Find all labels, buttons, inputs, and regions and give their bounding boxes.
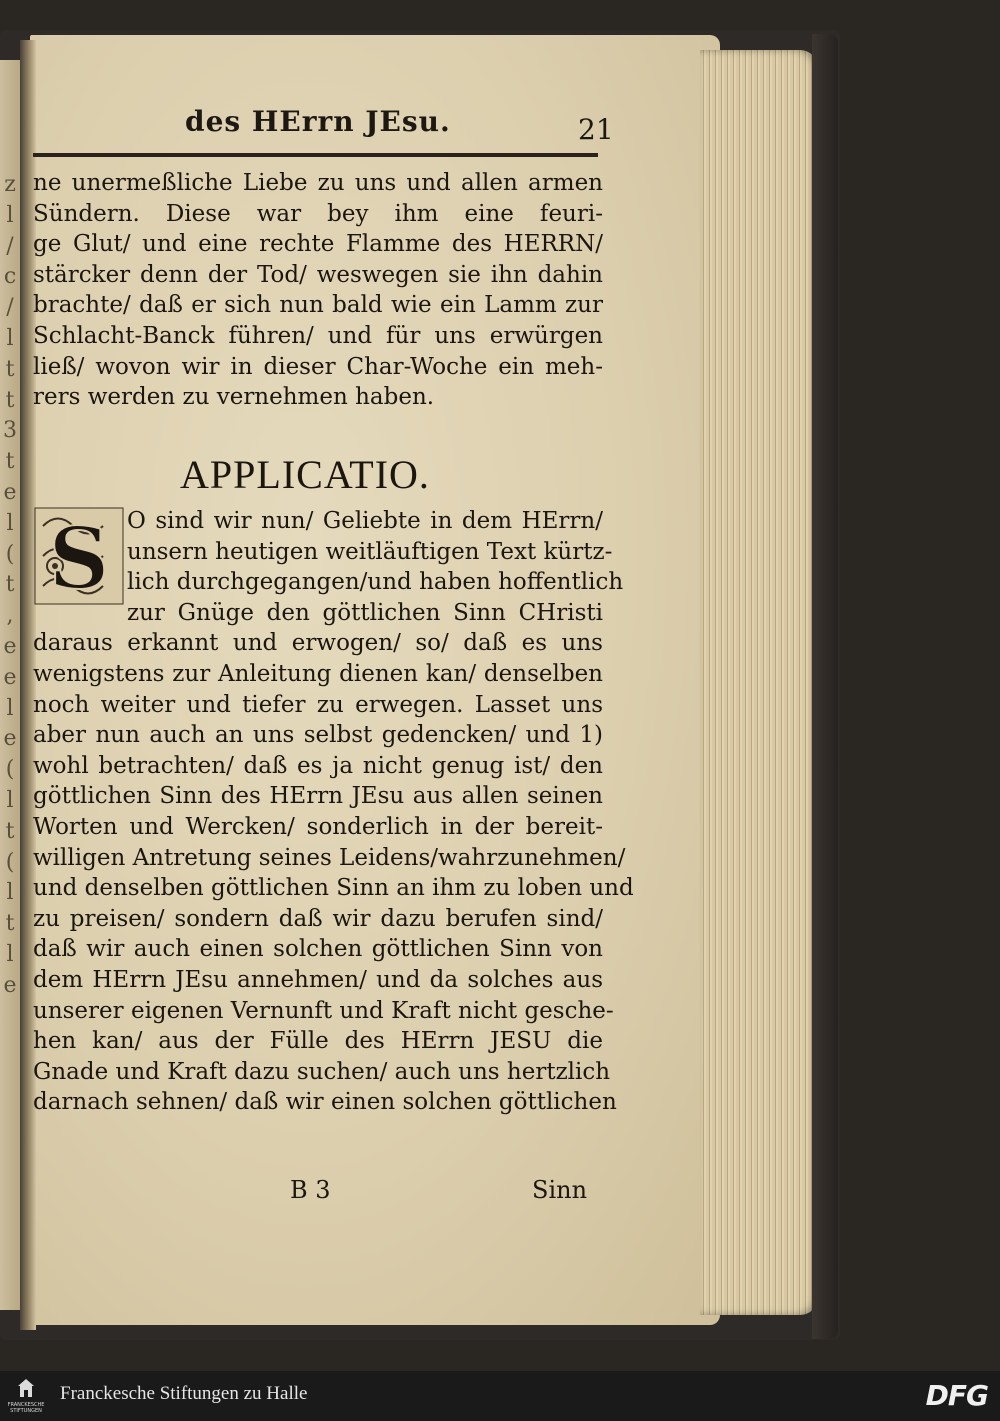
- margin-fragment: l: [6, 941, 14, 967]
- catchword: Sinn: [532, 1176, 588, 1204]
- text-line: brachte/ daß er sich nun bald wie ein Lamm zur: [33, 292, 603, 319]
- text-line: O sind wir nun/ Geliebte in dem HErrn/: [127, 508, 603, 534]
- decorated-initial: [33, 506, 125, 606]
- text-line: daß wir auch einen solchen göttlichen Sinn von: [33, 936, 603, 963]
- text-line: und denselben göttlichen Sinn an ihm zu loben und: [33, 875, 634, 902]
- institution-name[interactable]: Franckesche Stiftungen zu Halle: [60, 1383, 308, 1404]
- text-line: daraus erkannt und erwogen/ so/ daß es uns: [33, 630, 603, 657]
- text-line: dem HErrn JEsu annehmen/ und da solches aus: [33, 967, 603, 993]
- margin-fragment: e: [3, 726, 17, 752]
- margin-fragment: t: [5, 387, 15, 413]
- header-rule: [33, 153, 598, 157]
- margin-fragment: e: [3, 479, 17, 505]
- cover-edge: [812, 34, 838, 1339]
- margin-fragment: (: [5, 849, 15, 875]
- margin-fragment: c: [3, 264, 17, 290]
- text-line: zu preisen/ sondern daß wir dazu berufen sind/: [33, 905, 603, 932]
- logo-text: FRANCKESCHE STIFTUNGEN: [7, 1402, 45, 1414]
- text-line: rers werden zu vernehmen haben.: [33, 384, 435, 411]
- initial-letter: S: [48, 509, 110, 606]
- margin-fragment: l: [6, 787, 14, 813]
- text-line: göttlichen Sinn des HErrn JEsu aus allen seinen: [33, 783, 603, 810]
- margin-fragment: t: [5, 356, 15, 382]
- text-line: hen kan/ aus der Fülle des HErrn JESU die: [33, 1028, 603, 1055]
- margin-fragment: t: [5, 911, 15, 937]
- ornament-initial-icon: [33, 506, 125, 606]
- text-line: zur Gnüge den göttlichen Sinn CHristi: [127, 599, 603, 626]
- text-line: wenigstens zur Anleitung dienen kan/ denselben: [33, 661, 603, 687]
- margin-fragment: (: [5, 757, 15, 783]
- text-line: unserer eigenen Vernunft und Kraft nicht gesche-: [33, 997, 614, 1024]
- margin-fragment: t: [5, 572, 15, 598]
- institution-logo[interactable]: [6, 1376, 46, 1416]
- text-line: wohl betrachten/ daß es ja nicht genug ist/ den: [33, 752, 603, 779]
- margin-fragment: t: [5, 818, 15, 844]
- running-head: des HErrn JEsu.: [185, 105, 451, 138]
- margin-fragment: z: [4, 172, 16, 197]
- text-line: noch weiter und tiefer zu erwegen. Lasset uns: [33, 691, 603, 718]
- text-line: aber nun auch an uns selbst gedencken/ und 1): [33, 722, 603, 749]
- margin-fragment: t: [5, 449, 15, 475]
- text-line: lich durchgegangen/und haben hoffentlich: [127, 569, 624, 596]
- margin-fragment: 3: [3, 418, 17, 444]
- text-line: Sündern. Diese war bey ihm eine feuri-: [33, 200, 603, 227]
- margin-fragment: e: [3, 664, 17, 690]
- text-line: unsern heutigen weitläuftigen Text kürtz-: [127, 538, 613, 565]
- margin-fragment: e: [3, 972, 17, 998]
- page-number: 21: [578, 113, 614, 146]
- text-line: Schlacht-Banck führen/ und für uns erwürgen: [33, 323, 603, 349]
- margin-fragment: l: [6, 325, 14, 351]
- margin-fragment: /: [6, 295, 14, 321]
- margin-fragment: l: [6, 880, 14, 906]
- dfg-logo[interactable]: DFG: [925, 1379, 988, 1412]
- building-icon: [17, 1378, 35, 1400]
- page-stack: [700, 50, 818, 1315]
- text-line: darnach sehnen/ daß wir einen solchen göttlichen: [33, 1089, 617, 1116]
- text-line: stärcker denn der Tod/ weswegen sie ihn dahin: [33, 261, 603, 288]
- text-line: ließ/ wovon wir in dieser Char-Woche ein meh-: [33, 353, 603, 380]
- section-heading: APPLICATIO.: [180, 452, 430, 497]
- footer-bar: [0, 1371, 1000, 1421]
- margin-fragment: (: [5, 541, 15, 567]
- text-line: ne unermeßliche Liebe zu uns und allen armen: [33, 170, 603, 196]
- text-line: ge Glut/ und eine rechte Flamme des HERRN/: [33, 231, 603, 258]
- signature-mark: B 3: [290, 1176, 331, 1204]
- text-line: willigen Antretung seines Leidens/wahrzunehmen/: [33, 844, 626, 871]
- text-line: Worten und Wercken/ sonderlich in der bereit-: [33, 814, 603, 840]
- margin-fragment: l: [6, 202, 14, 228]
- margin-fragment: l: [6, 510, 14, 536]
- margin-fragment: e: [3, 633, 17, 659]
- margin-fragment: l: [6, 695, 14, 721]
- margin-fragment: /: [6, 233, 14, 259]
- margin-fragment: ,: [6, 603, 14, 629]
- left-margin-fragments: [0, 60, 20, 1310]
- text-line: Gnade und Kraft dazu suchen/ auch uns hertzlich: [33, 1058, 611, 1085]
